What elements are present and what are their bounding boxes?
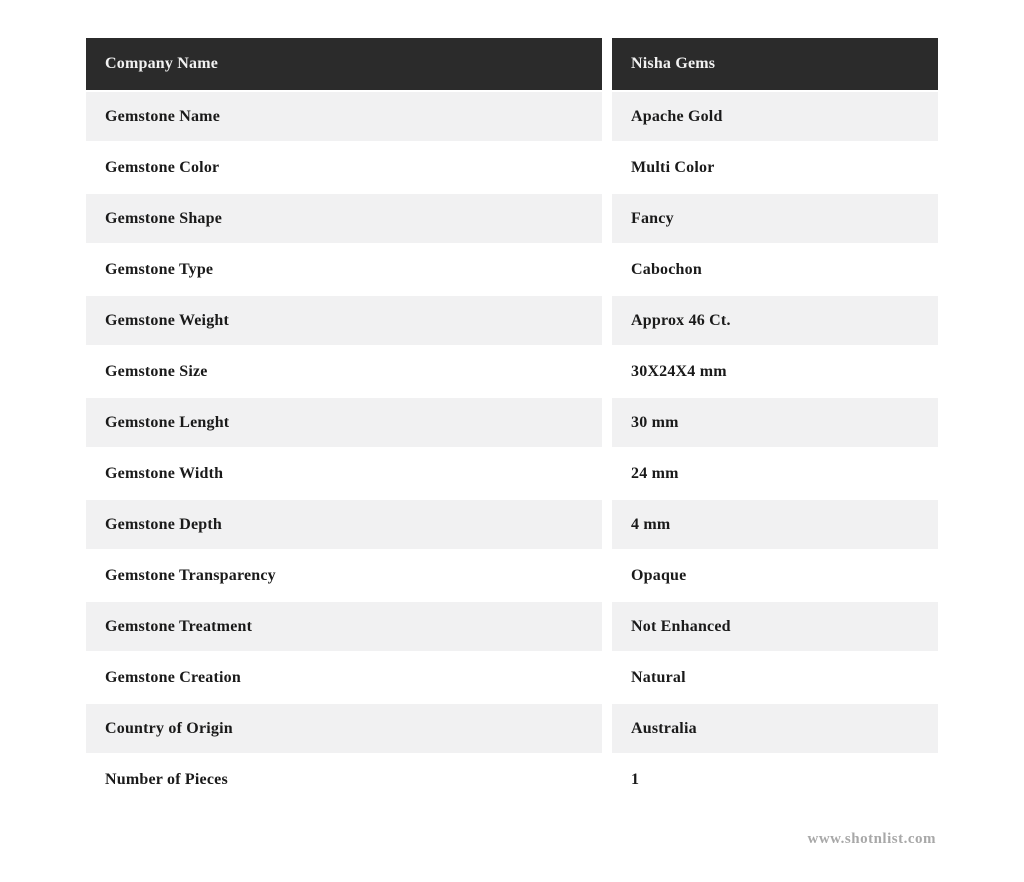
row-label: Gemstone Weight — [105, 311, 230, 329]
row-value-cell — [612, 296, 938, 345]
row-label: Gemstone Lenght — [105, 413, 230, 431]
row-label-cell — [86, 551, 602, 600]
row-value-cell — [612, 398, 938, 447]
row-label: Gemstone Color — [105, 158, 220, 176]
row-value-cell — [612, 755, 938, 804]
header-label-cell — [86, 38, 602, 90]
row-value: Not Enhanced — [631, 617, 731, 635]
row-value: 4 mm — [631, 515, 671, 533]
row-label-cell — [86, 449, 602, 498]
row-value: 30X24X4 mm — [631, 362, 727, 380]
row-value-cell — [612, 347, 938, 396]
table-row — [86, 143, 938, 192]
table-row — [86, 755, 938, 804]
row-value: Opaque — [631, 566, 687, 584]
header-value: Nisha Gems — [631, 55, 716, 72]
watermark-text: www.shotnlist.com — [807, 831, 936, 847]
row-value: Apache Gold — [631, 107, 723, 125]
table-header-row — [86, 38, 938, 90]
row-label-cell — [86, 92, 602, 141]
row-value-cell — [612, 500, 938, 549]
row-label: Gemstone Transparency — [105, 566, 276, 584]
table-row — [86, 398, 938, 447]
row-label-cell — [86, 704, 602, 753]
row-value-cell — [612, 551, 938, 600]
row-value: Multi Color — [631, 158, 715, 176]
row-value: Approx 46 Ct. — [631, 311, 731, 329]
row-value: Cabochon — [631, 260, 702, 278]
row-label-cell — [86, 602, 602, 651]
table-row — [86, 449, 938, 498]
row-label: Gemstone Width — [105, 464, 224, 482]
row-value: 1 — [631, 770, 640, 788]
table-row — [86, 500, 938, 549]
row-label: Gemstone Type — [105, 260, 214, 278]
row-label-cell — [86, 296, 602, 345]
row-value: Natural — [631, 668, 686, 686]
row-label-cell — [86, 398, 602, 447]
row-value-cell — [612, 194, 938, 243]
table-row — [86, 704, 938, 753]
row-value: Australia — [631, 719, 697, 737]
table-row — [86, 551, 938, 600]
row-label: Gemstone Treatment — [105, 617, 253, 635]
row-value: 30 mm — [631, 413, 679, 431]
row-label: Gemstone Name — [105, 107, 221, 125]
row-value-cell — [612, 653, 938, 702]
table-row — [86, 92, 938, 141]
row-label: Country of Origin — [105, 719, 233, 737]
row-value-cell — [612, 245, 938, 294]
row-value-cell — [612, 602, 938, 651]
row-value: 24 mm — [631, 464, 679, 482]
row-value-cell — [612, 143, 938, 192]
row-label-cell — [86, 194, 602, 243]
table-row — [86, 602, 938, 651]
table-row — [86, 347, 938, 396]
row-label: Gemstone Creation — [105, 668, 241, 686]
header-label: Company Name — [105, 55, 219, 72]
row-label-cell — [86, 143, 602, 192]
row-label-cell — [86, 347, 602, 396]
row-label: Gemstone Shape — [105, 209, 223, 227]
row-value: Fancy — [631, 209, 674, 227]
gemstone-spec-table — [86, 38, 938, 806]
row-label-cell — [86, 500, 602, 549]
table-row — [86, 296, 938, 345]
row-value-cell — [612, 704, 938, 753]
row-label-cell — [86, 653, 602, 702]
row-label-cell — [86, 755, 602, 804]
table-row — [86, 245, 938, 294]
table-row — [86, 194, 938, 243]
row-label: Gemstone Depth — [105, 515, 223, 533]
row-label: Gemstone Size — [105, 362, 208, 380]
header-value-cell — [612, 38, 938, 90]
row-label-cell — [86, 245, 602, 294]
row-label: Number of Pieces — [105, 770, 228, 788]
row-value-cell — [612, 449, 938, 498]
table-row — [86, 653, 938, 702]
row-value-cell — [612, 92, 938, 141]
